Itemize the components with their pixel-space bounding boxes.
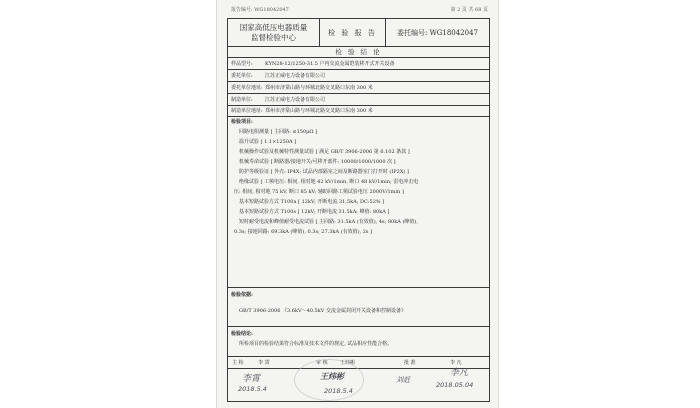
test-item: 基本短路试验方式 T100s [ 12kV; 开断电流 31.5kA; 峰值: 80kA ] (239, 209, 390, 215)
info-row-model (228, 58, 489, 70)
client-number-value: WG18042047 (429, 29, 478, 37)
approver-name: 李 凡 (450, 360, 462, 366)
test-item: 基本短路试验方式 T100a [ 12kV; 开断电流 31.5kA; DC:52% ] (239, 199, 385, 205)
test-basis-standard: GB/T 3906-2006 《3.6kV～40.5kV 交流金属封闭开关设备和控制设备》 (239, 308, 406, 314)
inspector-label: 主 检 (232, 360, 244, 366)
conclusion-heading: 检验结论: (231, 331, 253, 337)
info-label: 委托单位: (231, 73, 253, 79)
info-value: 郑州市济棠山路与环城北路交叉路口东南 300 米 (265, 108, 373, 114)
test-item: 温升试验 [ 1.1×1250A ] (239, 139, 297, 145)
info-value: 江苏正威电力设备有限公司 (265, 73, 326, 79)
test-items-list (231, 127, 486, 237)
report-header (228, 19, 489, 47)
client-number (386, 19, 489, 47)
approver-label: 批 准 (404, 360, 416, 366)
conclusion-title: 检 验 结 论 (228, 47, 489, 58)
organization-line-2: 监督检验中心 (251, 33, 296, 42)
info-row-manufacturer-address (228, 106, 489, 117)
organization-name (228, 19, 320, 47)
info-label: 样品型号: (231, 61, 253, 67)
test-items-section (228, 106, 489, 288)
info-value: 郑州市济棠山路与环城北路交叉路口东南 300 米 (265, 85, 373, 91)
reviewer-date: 2018.5.4 (324, 387, 353, 395)
test-item: 机械寿命试验 [ 断路器/接地开关/可移开部件: 10000/1000/1000 次 ] (239, 159, 396, 165)
info-row-client-address (228, 82, 489, 94)
test-basis-section (228, 288, 489, 327)
report-title: 检 验 报 告 (320, 19, 386, 47)
info-label: 制造单位: (231, 97, 253, 103)
test-item-continuation: 压: 相间, 相对地 75 kV, 断口 85 kV; 辅助回路工频试验电压 2000V/1min ] (234, 189, 404, 195)
info-label: 委托单位地址: (231, 85, 263, 91)
info-value: 江苏正威电力设备有限公司 (265, 97, 326, 103)
info-row-client (228, 70, 489, 82)
test-item: 机械操作试验及机械特性测量试验 [ 满足 GB/T 3906-2006 第 6.102 条款 ] (239, 149, 410, 155)
client-number-label: 委托编号: (396, 29, 428, 37)
test-item-continuation: 0.3s; 接地回路: 69.3kA (峰值), 0.3s; 27.3kA (有效值), 2s ] (234, 229, 373, 235)
report-number: 报告编号: WG18042047 (231, 7, 289, 13)
reviewer-name: 王炜彬 (340, 360, 356, 366)
reviewer-signature: 王炜彬 (320, 372, 344, 381)
report-page (216, 0, 499, 408)
test-items-heading: 检验项目: (231, 119, 253, 125)
report-frame (227, 18, 490, 402)
inspector-signature: 李霄 (242, 374, 261, 384)
page-number: 第 2 页 共 68 页 (450, 7, 488, 13)
inspector-date: 2018.5.4 (238, 385, 267, 393)
reviewer-label: 审 核 (316, 360, 328, 366)
info-label: 制造单位地址: (231, 108, 263, 114)
approver-signature: 李凡 (450, 368, 469, 378)
info-row-manufacturer (228, 94, 489, 106)
test-item: 回路电阻测量 [ 主回路: ≤150μΩ ] (239, 129, 318, 135)
approver-date: 2018.05.04 (436, 381, 474, 389)
inspector-name: 李 霄 (258, 360, 270, 366)
organization-line-1: 国家高低压电器质量 (239, 23, 308, 32)
middle-signature: 刘赶 (396, 376, 410, 384)
conclusion-text: 所检项目的检验结果符合标准及技术文件的规定, 试品相应性能合格。 (239, 341, 393, 347)
test-basis-heading: 检验依据: (231, 292, 253, 298)
test-item: 绝缘试验 [ 工频电压: 相间, 相对地 42 kV/1min, 断口 48 kV/1min; 雷电冲击电 (239, 179, 419, 185)
conclusion-section (228, 327, 489, 357)
test-item: 防护等级验证 [ 外壳: IP4X; 试品内部隔室之间及断路器室门打开时 (IP2X) ] (239, 169, 409, 175)
test-item: 短时耐受电流和峰值耐受电流试验 [ 主回路: 31.5kA (有效值), 4s; 80kA (峰值), (239, 219, 418, 225)
info-value: KYN28-12/1250-31.5 户内交流金属铠装移开式开关设备 (265, 61, 395, 67)
